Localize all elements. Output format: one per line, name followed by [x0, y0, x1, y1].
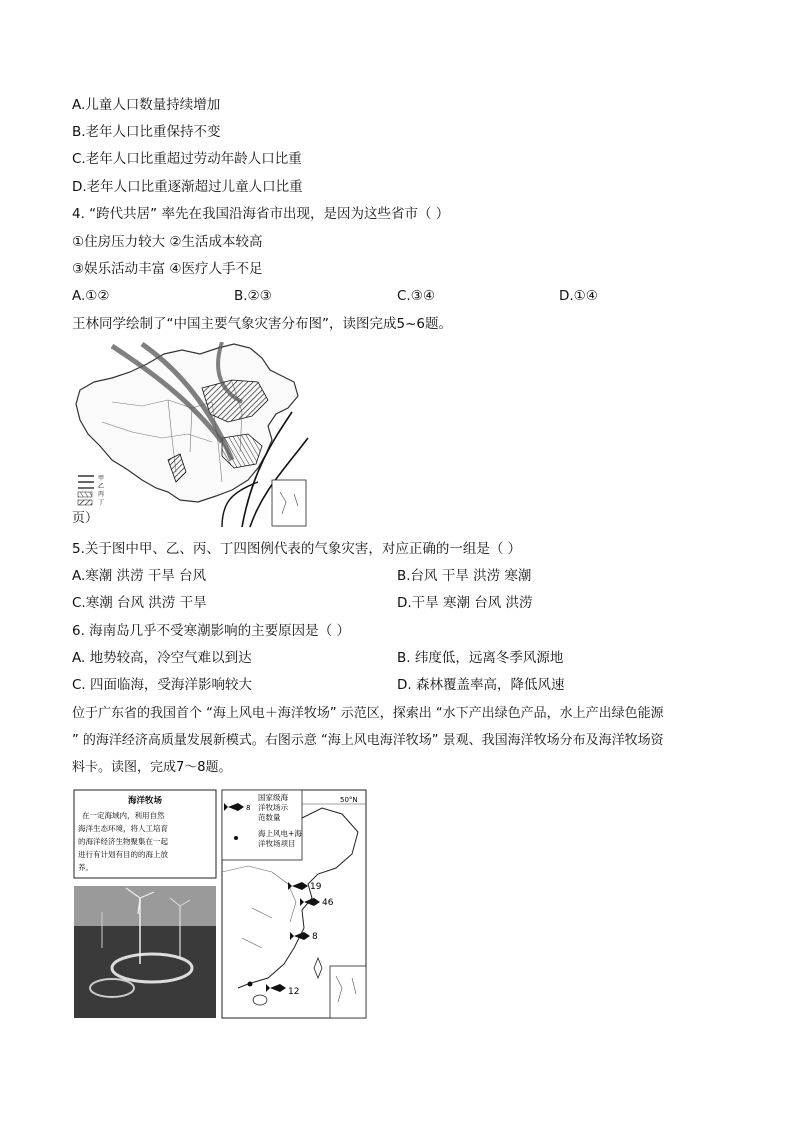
q6-option-c: C. 四面临海，受海洋影响较大	[72, 677, 253, 693]
legend	[78, 476, 94, 505]
q4-items-line2: ③娱乐活动丰富 ④医疗人手不足	[72, 261, 263, 277]
q4-option-c: C.③④	[397, 288, 435, 304]
card-text-line: 进行有计划有目的的海上放	[78, 850, 168, 859]
q5-option-d: D.干旱 寒潮 台风 洪涝	[397, 595, 533, 611]
card-text-line: 在一定海域内，利用自然	[82, 811, 165, 820]
q5-stem: 5.关于图中甲、乙、丙、丁四图例代表的气象灾害，对应正确的一组是（ ）	[72, 541, 522, 557]
intro-q7-8-line2: ” 的海洋经济高质量发展新模式。右图示意 “海上风电海洋牧场” 景观、我国海洋牧场分布及海洋牧场资	[72, 733, 664, 748]
q4-items-line1: ①住房压力较大 ②生活成本较高	[72, 234, 263, 250]
page-fragment-text: 页）	[72, 511, 99, 526]
card-text-line: 养。	[78, 863, 93, 872]
south-china-sea-inset	[272, 480, 306, 526]
q6-stem: 6. 海南岛几乎不受寒潮影响的主要原因是（ ）	[72, 623, 350, 639]
legend-label: 乙	[98, 483, 105, 490]
marine-ranch-figure-svg	[72, 788, 368, 1022]
q6-option-b: B. 纬度低，远离冬季风源地	[397, 650, 564, 666]
q4-stem: 4. “跨代共居” 率先在我国沿海省市出现，是因为这些省市（ ）	[72, 206, 450, 222]
legend-label: 丁	[98, 499, 105, 506]
q3-option-a: A.儿童人口数量持续增加	[72, 97, 221, 113]
latitude-label: 50°N	[340, 796, 358, 804]
weather-disaster-map-svg	[72, 342, 312, 532]
q6-option-d: D. 森林覆盖率高，降低风速	[397, 677, 565, 693]
intro-q7-8-line1: 位于广东省的我国首个 “海上风电＋海洋牧场” 示范区，探索出 “水下产出绿色产品，水上产出绿色能源	[72, 706, 664, 721]
ranch-count-label: 12	[288, 987, 300, 997]
map-legend-text: 洋牧场示	[258, 803, 288, 812]
q5-option-b: B.台风 干旱 洪涝 寒潮	[397, 568, 532, 584]
intro-q5-6: 王林同学绘制了“中国主要气象灾害分布图”，读图完成5~6题。	[72, 316, 452, 332]
intro-q7-8-line3: 料卡。读图，完成7～8题。	[72, 760, 232, 775]
map-legend-text: 海上风电+海	[258, 829, 302, 838]
project-dot-icon	[234, 836, 238, 840]
card-title: 海洋牧场	[127, 796, 163, 806]
card-text-line: 的海洋经济生物聚集在一起	[78, 837, 168, 846]
q4-option-d: D.①④	[559, 288, 598, 304]
q4-option-b: B.②③	[234, 288, 272, 304]
map-legend-text: 洋牧场项目	[258, 839, 296, 848]
map-legend-number: 8	[246, 804, 251, 812]
card-text-line: 海洋生态环境，将人工培育	[78, 824, 168, 833]
map-legend-text: 范数量	[258, 813, 281, 822]
q3-option-b: B.老年人口比重保持不变	[72, 124, 221, 140]
weather-disaster-map	[72, 342, 312, 532]
q4-option-a: A.①②	[72, 288, 110, 304]
legend-label: 丙	[98, 491, 105, 498]
q5-option-a: A.寒潮 洪涝 干旱 台风	[72, 568, 207, 584]
q3-option-d: D.老年人口比重逐渐超过儿童人口比重	[72, 179, 303, 195]
map-legend-text: 国家级海	[258, 793, 288, 802]
q5-option-c: C.寒潮 台风 洪涝 干旱	[72, 595, 207, 611]
china-outline	[76, 344, 298, 502]
ranch-count-label: 46	[322, 898, 334, 908]
q3-option-c: C.老年人口比重超过劳动年龄人口比重	[72, 151, 302, 167]
q6-option-a: A. 地势较高，冷空气难以到达	[72, 650, 252, 666]
wind-farm-photo	[74, 886, 216, 1018]
south-china-sea-inset-2	[330, 966, 366, 1018]
legend-label: 甲	[98, 475, 105, 482]
ranch-count-label: 8	[312, 932, 318, 942]
ranch-count-label: 19	[310, 882, 322, 892]
marine-ranch-figure	[72, 788, 368, 1022]
